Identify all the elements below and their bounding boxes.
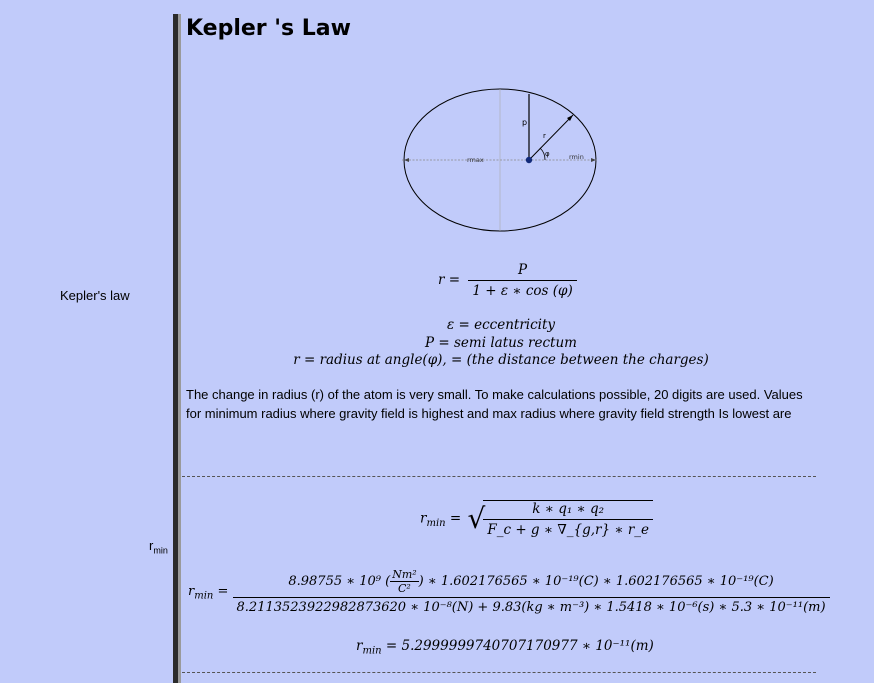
rmin-result: $r_{min} = 5.2999999740707170977$ ∗ 10⁻¹¹(m) <box>356 638 654 657</box>
label-rmin: rmin <box>569 153 584 161</box>
definition-latus-rectum: P = semi latus rectum <box>425 334 577 351</box>
section-rule-shadow <box>178 14 181 683</box>
label-p: p <box>522 118 528 127</box>
divider-top <box>182 476 816 477</box>
label-r: r <box>543 132 546 140</box>
kepler-equation: r = $\frac{P}{1 + \varepsilon ∗ \cos (\varphi)}$ <box>438 262 577 299</box>
divider-bottom <box>182 672 816 673</box>
label-rmax: rmax <box>467 156 484 164</box>
rmax-arrow-left <box>404 158 409 162</box>
keplers-law-margin-label: Kepler's law <box>60 288 130 303</box>
rmin-substituted: $r_{min}$ = 8.98755 ∗ 10⁹ ( $\frac{\text{Nm²}}{\text{C²}}$ ) ∗ 1.602176565 ∗ 10⁻¹⁹(C) ∗ 1.602176565 ∗ 10⁻¹⁹(C) 8.2113523922982873620 ∗ 10⁻⁸(N) + 9.83(kg ∗ m⁻³) ∗ 1.5418 ∗ 10⁻⁶(s) ∗ 5.3 ∗ 10⁻¹¹(m) <box>188 568 830 615</box>
definition-eccentricity: ε = eccentricity <box>446 317 556 333</box>
rmin-arrow-right <box>591 158 596 162</box>
definition-radius: r = radius at angle(φ), = (the distance between the charges) <box>293 352 709 368</box>
rmin-margin-label: $r_{min}$ <box>149 538 168 556</box>
orbit-diagram <box>400 86 600 238</box>
definitions-block <box>186 317 816 370</box>
page-title: Kepler 's Law <box>186 16 351 41</box>
explanation-paragraph: The change in radius (r) of the atom is very small. To make calculations possible, 20 digits are used. Values for minimum radius where gravity field is highest and max radius where gravity field strength Is lowest are <box>186 387 803 421</box>
rmin-formula: $r_{min}$ = √ $\frac{\text{k ∗ q₁ ∗ q₂}}{F\_c + g ∗ \nabla\_\{g,r\} ∗ r\_e}$ <box>420 500 653 538</box>
r-line <box>529 115 573 160</box>
focus-point <box>526 157 532 163</box>
label-phi: φ <box>545 150 550 158</box>
